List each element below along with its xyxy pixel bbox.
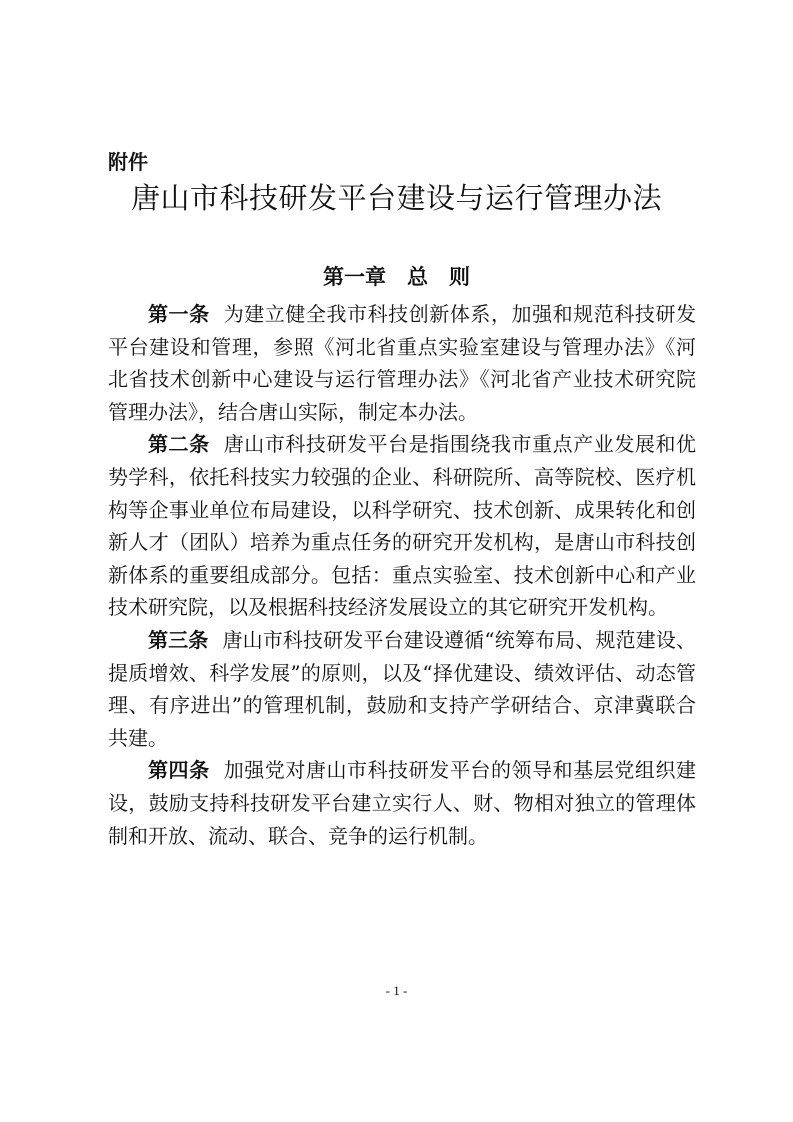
article-number: 第四条 bbox=[148, 758, 210, 783]
article-text: 为建立健全我市科技创新体系，加强和规范科技研发平台建设和管理，参照《河北省重点实验室建设与管理办法》《河北省技术创新中心建设与运行管理办法》《河北省产业技术研究院管理办法》，结合唐山实际，制定本办法。 bbox=[108, 302, 697, 424]
article-2 bbox=[108, 428, 696, 624]
article-1 bbox=[108, 298, 696, 428]
article-text: 唐山市科技研发平台是指围绕我市重点产业发展和优势学科，依托科技实力较强的企业、科研院所、高等院校、医疗机构等企事业单位布局建设，以科学研究、技术创新、成果转化和创新人才（团队）培养为重点任务的研究开发机构，是唐山市科技创新体系的重要组成部分。包括：重点实验室、技术创新中心和产业技术研究院，以及根据科技经济发展设立的其它研究开发机构。 bbox=[108, 432, 697, 620]
document-title: 唐山市科技研发平台建设与运行管理办法 bbox=[130, 181, 662, 215]
attachment-label: 附件 bbox=[108, 150, 148, 174]
page-number: - 1 - bbox=[385, 983, 408, 998]
article-text: 加强党对唐山市科技研发平台的领导和基层党组织建设，鼓励支持科技研发平台建立实行人、财、物相对独立的管理体制和开放、流动、联合、竞争的运行机制。 bbox=[108, 758, 697, 848]
article-number: 第二条 bbox=[148, 432, 210, 457]
article-number: 第一条 bbox=[148, 302, 210, 326]
article-4 bbox=[108, 754, 696, 852]
article-number: 第三条 bbox=[148, 627, 209, 652]
chapter-heading: 第一章 总 则 bbox=[323, 265, 470, 289]
document-body bbox=[108, 298, 696, 852]
article-text: 唐山市科技研发平台建设遵循“统筹布局、规范建设、提质增效、科学发展”的原则，以及“择优建设、绩效评估、动态管理、有序进出”的管理机制，鼓励和支持产学研结合、京津冀联合共建。 bbox=[108, 627, 696, 750]
article-3 bbox=[108, 624, 696, 754]
